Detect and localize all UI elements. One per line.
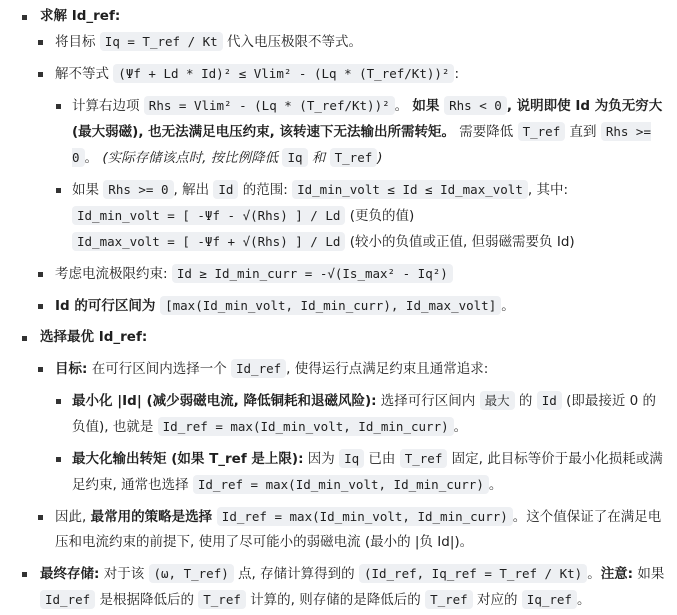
bullet <box>56 457 61 462</box>
inline-code: [max(Id_min_volt, Id_min_curr), Id_max_volt] <box>160 296 501 315</box>
inline-code: Id_ref = max(Id_min_volt, Id_min_curr) <box>158 417 454 436</box>
section-solve-idref <box>0 4 677 319</box>
inline-code: Iq_ref <box>522 590 577 609</box>
inline-code: Rhs >= 0 <box>103 180 173 199</box>
list-item: 因此, 最常用的策略是选择 Id_ref = max(Id_min_volt, Id_min_curr) 。这个值保证了在满足电压和电流约束的前提下, 使用了尽可能小的弱磁电流 (最小的 |负 Id|)。 <box>0 504 677 555</box>
inline-code: Rhs = Vlim² - (Lq * (T_ref/Kt))² <box>144 96 395 115</box>
list-item: 计算右边项 Rhs = Vlim² - (Lq * (T_ref/Kt))² 。 如果 Rhs < 0 , 说明即使 Id 为负无穷大 (最大弱磁), 也无法满足电压约束, 该转速下无法输出所需转矩。 需要降低 T_ref 直到 Rhs >= 0 。 (实际存储该点时, 按比例降低 Iq 和 T_ref ) <box>0 93 677 171</box>
inline-code: T_ref <box>400 449 448 468</box>
inline-code: T_ref <box>518 122 566 141</box>
bullet <box>38 304 43 309</box>
inline-code: Id_min_volt ≤ Id ≤ Id_max_volt <box>292 180 528 199</box>
formula-min-volt: Id_min_volt = [ -Ψf - √(Rhs) ] / Ld <box>72 206 345 225</box>
inline-code: T_ref <box>330 148 378 167</box>
inline-code: Id ≥ Id_min_curr = -√(Is_max² - Iq²) <box>172 264 453 283</box>
bullet <box>38 72 43 77</box>
list-item: 考虑电流极限约束: Id ≥ Id_min_curr = -√(Is_max² - Iq²) <box>0 261 677 287</box>
bullet <box>38 367 43 372</box>
bullet <box>22 572 27 577</box>
list-item: 将目标 Iq = T_ref / Kt 代入电压极限不等式。 <box>0 29 677 55</box>
bullet <box>56 399 61 404</box>
bullet <box>56 188 61 193</box>
inline-code: 最大 <box>480 391 515 410</box>
bullet <box>22 15 27 20</box>
inline-code: Iq <box>282 148 307 167</box>
bullet <box>38 40 43 45</box>
inline-code: T_ref <box>425 590 473 609</box>
section-select-optimal <box>0 325 677 555</box>
inline-code: Id <box>213 180 238 199</box>
formula-max-volt: Id_max_volt = [ -Ψf + √(Rhs) ] / Ld <box>72 232 345 251</box>
bullet <box>22 336 27 341</box>
inline-code: Id_ref <box>40 590 95 609</box>
section-heading: 选择最优 Id_ref: <box>40 329 148 345</box>
list-item: 最大化输出转矩 (如果 T_ref 是上限): 因为 Iq 已由 T_ref 固定, 此目标等价于最小化损耗或满足约束, 通常也选择 Id_ref = max(Id_min_volt, Id_min_curr) 。 <box>0 446 677 498</box>
inline-code: Id_ref <box>231 359 286 378</box>
inline-code: Id <box>537 391 562 410</box>
inline-code: Iq = T_ref / Kt <box>100 32 223 51</box>
section-final-storage: 最终存储: 对于该 (ω, T_ref) 点, 存储计算得到的 (Id_ref, Iq_ref = T_ref / Kt) 。注意: 如果 Id_ref 是根据降低后的 T_ref 计算的, 则存储的是降低后的 T_ref 对应的 Iq_ref 。 <box>0 561 677 613</box>
inline-code: T_ref <box>198 590 246 609</box>
inline-code: Iq <box>339 449 364 468</box>
inline-code: Rhs >= 0 <box>72 124 651 165</box>
list-item: 解不等式 (Ψf + Ld * Id)² ≤ Vlim² - (Lq * (T_ref/Kt))² : 计算右边项 Rhs = Vlim² - (Lq * (T_ref/Kt))² 。 如果 Rhs < 0 , 说明即使 Id 为负无穷大 (最大弱磁), 也无法满足电压约束, 该转速下无法输出所需转矩。 需要降低 T_ref 直到 Rhs >= 0 。 (实际存储该点时, 按比例降低 Iq 和 T_ref ) 如果 Rhs >= 0 , 解出 Id 的范围: Id_min_volt ≤ Id ≤ Id_max_volt , 其中: Id_min_volt = [ -Ψf - √(Rhs) ] / Ld (更负的值) Id_max_volt = [ -Ψf + √(Rhs) ] / Ld (较小的负值或正值, 但弱磁需要负 Id) <box>0 61 677 255</box>
bullet <box>56 104 61 109</box>
section-heading: 求解 Id_ref: <box>40 8 121 24</box>
list-item: 如果 Rhs >= 0 , 解出 Id 的范围: Id_min_volt ≤ Id ≤ Id_max_volt , 其中: Id_min_volt = [ -Ψf - √(Rhs) ] / Ld (更负的值) Id_max_volt = [ -Ψf + √(Rhs) ] / Ld (较小的负值或正值, 但弱磁需要负 Id) <box>0 177 677 255</box>
list-item: Id 的可行区间为 [max(Id_min_volt, Id_min_curr), Id_max_volt] 。 <box>0 293 677 319</box>
bullet <box>38 515 43 520</box>
bullet <box>38 272 43 277</box>
list-item: 目标: 在可行区间内选择一个 Id_ref , 使得运行点满足约束且通常追求: 最小化 |Id| (减少弱磁电流, 降低铜耗和退磁风险): 选择可行区间内 最大 的 Id (即最接近 0 的负值), 也就是 Id_ref = max(Id_min_volt, Id_min_curr) 。 最大化输出转矩 (如果 T_ref 是上限): 因为 Iq 已由 T_ref 固定, 此目标等价于最小化损耗或满足约束, 通常也选择 Id_ref = max(Id_min_volt, Id_min_curr) 。 <box>0 356 677 498</box>
inline-code: (Ψf + Ld * Id)² ≤ Vlim² - (Lq * (T_ref/Kt))² <box>113 64 454 83</box>
inline-code: (Id_ref, Iq_ref = T_ref / Kt) <box>359 564 587 583</box>
inline-code: Id_ref = max(Id_min_volt, Id_min_curr) <box>217 507 513 526</box>
inline-code: Id_ref = max(Id_min_volt, Id_min_curr) <box>193 475 489 494</box>
list-item: 最小化 |Id| (减少弱磁电流, 降低铜耗和退磁风险): 选择可行区间内 最大 的 Id (即最接近 0 的负值), 也就是 Id_ref = max(Id_min_volt, Id_min_curr) 。 <box>0 388 677 440</box>
inline-code: Rhs < 0 <box>444 96 507 115</box>
inline-code: (ω, T_ref) <box>149 564 234 583</box>
